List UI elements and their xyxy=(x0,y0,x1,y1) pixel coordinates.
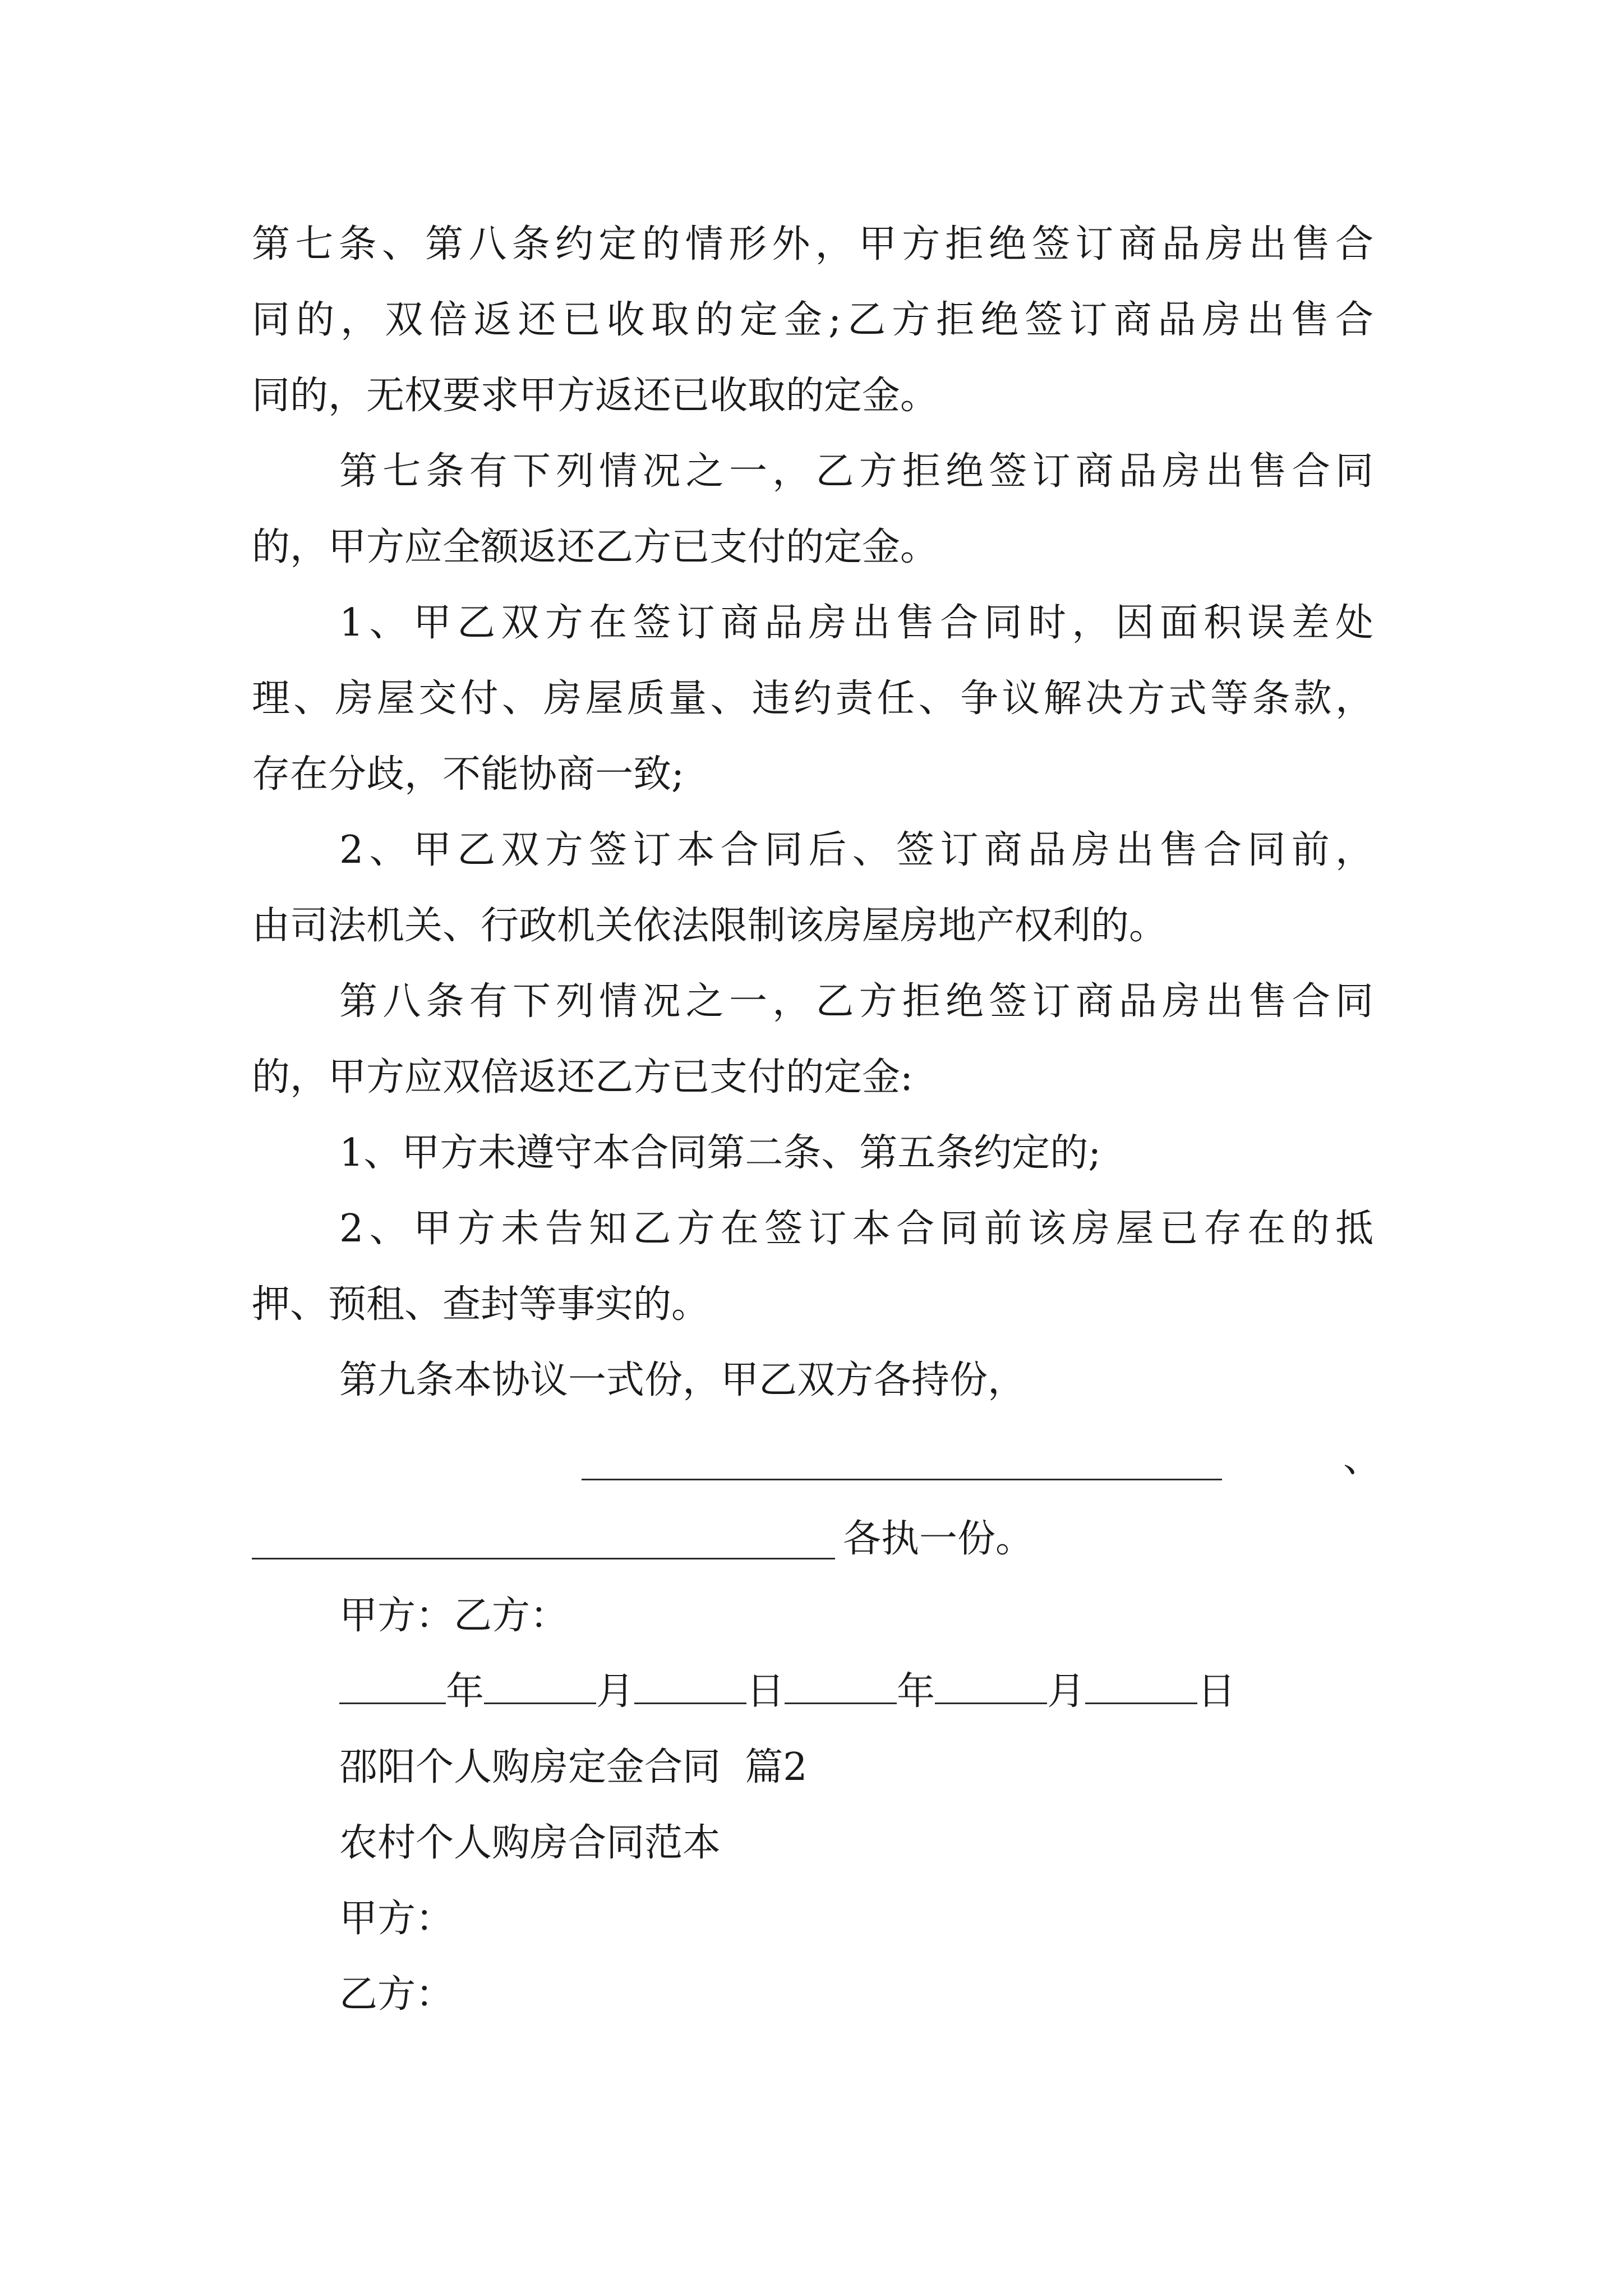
paragraph-line: 理、房屋交付、房屋质量、违约责任、争议解决方式等条款， xyxy=(252,677,1373,721)
paragraph-line: 存在分歧，不能协商一致; xyxy=(252,752,684,797)
blank-line xyxy=(252,1558,835,1559)
blank-line xyxy=(582,1479,1222,1480)
paragraph-line: 第八条有下列情况之一，乙方拒绝签订商品房出售合同 xyxy=(339,979,1373,1024)
paragraph-line: 1、甲方未遵守本合同第二条、第五条约定的; xyxy=(339,1131,1101,1175)
section-title: 邵阳个人购房定金合同 篇2 xyxy=(339,1745,808,1789)
paragraph-line: 第七条有下列情况之一，乙方拒绝签订商品房出售合同 xyxy=(339,449,1373,494)
signature-parties: 甲方：乙方： xyxy=(339,1594,569,1638)
template-title: 农村个人购房合同范本 xyxy=(339,1821,721,1865)
party-a-label: 甲方： xyxy=(339,1897,454,1941)
paragraph-line: 的，甲方应全额返还乙方已支付的定金。 xyxy=(252,525,939,569)
paragraph-line: 1、甲乙双方在签订商品房出售合同时，因面积误差处 xyxy=(339,601,1373,645)
paragraph-line: 押、预租、查封等事实的。 xyxy=(252,1282,710,1327)
date-blank xyxy=(785,1673,897,1704)
date-blank xyxy=(484,1673,596,1704)
date-label: 年 xyxy=(897,1669,935,1714)
each-one-text: 各执一份。 xyxy=(843,1517,1034,1561)
paragraph-line: 同的，无权要求甲方返还已收取的定金。 xyxy=(252,374,939,418)
date-label: 日 xyxy=(746,1669,785,1714)
date-label: 月 xyxy=(596,1669,635,1714)
date-blank xyxy=(634,1673,746,1704)
paragraph-line: 同的，双倍返还已收取的定金;乙方拒绝签订商品房出售合 xyxy=(252,298,1373,342)
paragraph-line: 第七条、第八条约定的情形外，甲方拒绝签订商品房出售合 xyxy=(252,222,1373,266)
enumeration-comma: 、 xyxy=(1343,1437,1382,1481)
paragraph-line: 的，甲方应双倍返还乙方已支付的定金: xyxy=(252,1055,913,1099)
date-label: 年 xyxy=(446,1669,485,1714)
date-line xyxy=(339,1669,1236,1714)
date-blank xyxy=(935,1673,1047,1704)
party-b-label: 乙方： xyxy=(339,1972,454,2017)
date-label: 日 xyxy=(1197,1669,1236,1714)
paragraph-line: 2、甲方未告知乙方在签订本合同前该房屋已存在的抵 xyxy=(339,1207,1373,1251)
date-label: 月 xyxy=(1047,1669,1086,1714)
date-blank xyxy=(1085,1673,1197,1704)
paragraph-line: 2、甲乙双方签订本合同后、签订商品房出售合同前， xyxy=(339,828,1373,872)
paragraph-line: 第九条本协议一式份，甲乙双方各持份， xyxy=(339,1358,1026,1402)
date-blank xyxy=(339,1673,446,1704)
paragraph-line: 由司法机关、行政机关依法限制该房屋房地产权利的。 xyxy=(252,904,1168,948)
